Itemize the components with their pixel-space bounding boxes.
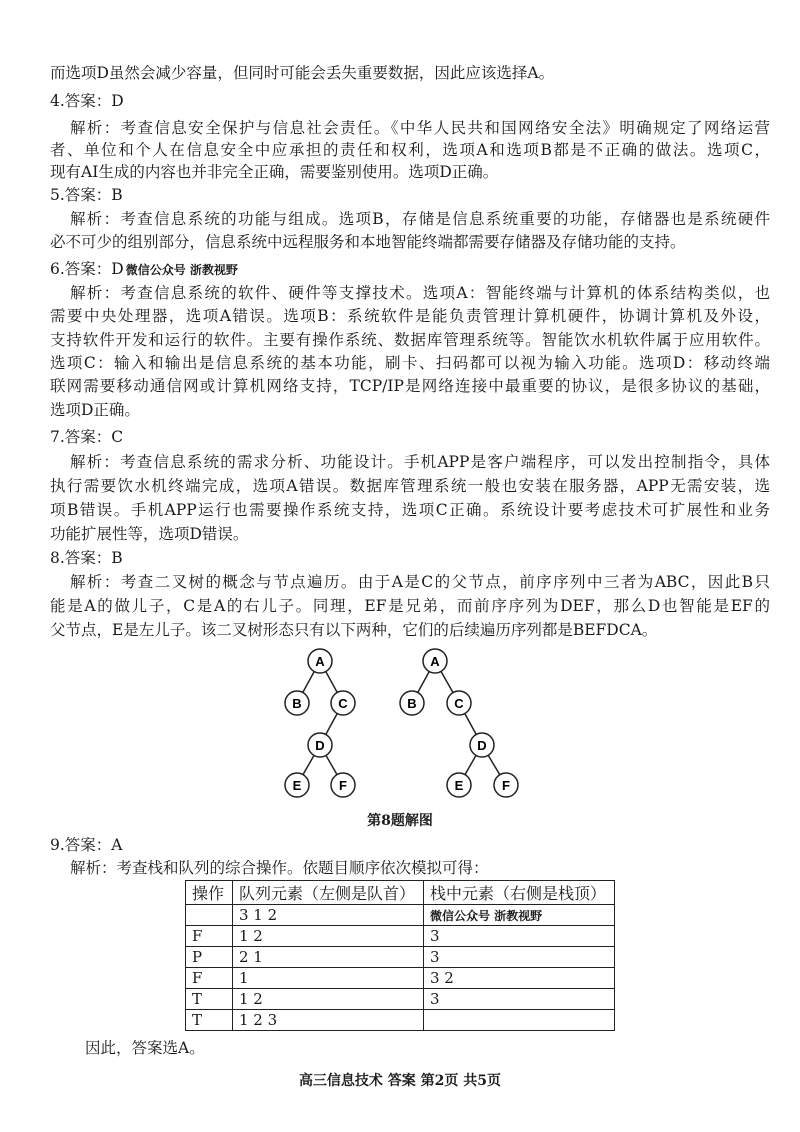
cell-op: T [186, 1010, 233, 1031]
explanation-8: 解析：考查二叉树的概念与节点遍历。由于A是C的父节点，前序序列中三者为ABC，因此B只 [70, 573, 770, 591]
table-header-row [186, 881, 615, 905]
explanation-7: 功能扩展性等，选项D错误。 [50, 525, 249, 543]
cell-stack: 微信公众号 浙教视野 [424, 905, 615, 926]
cell-queue: 1 2 [233, 989, 424, 1010]
cell-op [186, 905, 233, 926]
explanation-6: 解析：考查信息系统的软件、硬件等支撑技术。选项A：智能终端与计算机的体系结构类似，也 [70, 284, 770, 302]
tree-edge [441, 671, 453, 692]
explanation-4: 现有AI生成的内容也并非完全正确，需要鉴别使用。选项D正确。 [50, 163, 499, 181]
explanation-9: 解析：考查栈和队列的综合操作。依题目顺序依次模拟可得： [70, 859, 489, 877]
binary-tree-figure [0, 640, 800, 805]
explanation-7: 解析：考查信息系统的需求分析、功能设计。手机APP是客户端程序，可以发出控制指令，具体 [70, 453, 770, 471]
tree-node-label: E [292, 778, 302, 793]
answer-7: 7.答案：C [50, 428, 124, 446]
cell-op: F [186, 968, 233, 989]
answer-4: 4.答案：D [50, 92, 124, 110]
tree-node-label: F [502, 778, 510, 793]
cell-queue: 1 [233, 968, 424, 989]
answer-6-text: 6.答案：D [50, 260, 124, 278]
tree-node-label: A [430, 654, 440, 669]
answer-9: 9.答案：A [50, 836, 123, 854]
table-row [186, 989, 615, 1010]
cell-queue: 3 1 2 [233, 905, 424, 926]
answer-8: 8.答案：B [50, 549, 123, 567]
tree-node-label: A [315, 654, 325, 669]
tree-node-label: F [339, 778, 347, 793]
tree-edge [326, 755, 337, 774]
cell-op: T [186, 989, 233, 1010]
cell-queue: 1 2 3 [233, 1010, 424, 1031]
tree-edge [303, 672, 314, 693]
tree-node-label: D [315, 738, 325, 753]
tree-edge [488, 755, 500, 774]
header-stack: 栈中元素（右侧是栈顶） [424, 881, 615, 905]
line-q3-end: 而选项D虽然会减少容量，但同时可能会丢失重要数据，因此应该选择A。 [50, 64, 555, 82]
tree-node-label: D [477, 738, 487, 753]
table-row [186, 968, 615, 989]
watermark: 微信公众号 浙教视野 [125, 263, 238, 277]
cell-stack: 3 [424, 989, 615, 1010]
cell-op: F [186, 926, 233, 947]
table-row [186, 926, 615, 947]
cell-stack: 3 [424, 926, 615, 947]
cell-stack: 3 2 [424, 968, 615, 989]
explanation-6: 需要中央处理器，选项A错误。选项B：系统软件是能负责管理计算机硬件，协调计算机及外设， [50, 307, 770, 325]
tree-edge [465, 714, 476, 735]
explanation-4: 解析：考查信息安全保护与信息社会责任。《中华人民共和国网络安全法》明确规定了网络运营 [70, 119, 770, 137]
tree-edge [326, 714, 337, 735]
tree-node-label: C [338, 696, 348, 711]
cell-queue: 2 1 [233, 947, 424, 968]
conclusion-9: 因此，答案选A。 [85, 1039, 205, 1057]
tree-edge [326, 672, 337, 693]
explanation-8: 能是A的做儿子，C是A的右儿子。同理，EF是兄弟，而前序序列为DEF，那么D也智能是EF的 [50, 597, 770, 615]
tree-edge [418, 672, 429, 693]
explanation-7: 执行需要饮水机终端完成，选项A错误。数据库管理系统一般也安装在服务器，APP无需安装，选 [50, 477, 770, 495]
explanation-4: 者、单位和个人在信息安全中应承担的责任和权利，选项A和选项B都是不正确的做法。选项C， [50, 141, 770, 159]
tree-node-label: C [454, 696, 464, 711]
header-queue: 队列元素（左侧是队首） [233, 881, 424, 905]
table-row [186, 1010, 615, 1031]
cell-queue: 1 2 [233, 926, 424, 947]
tree-node-label: B [407, 696, 417, 711]
explanation-8: 父节点，E是左儿子。该二叉树形态只有以下两种，它们的后续遍历序列都是BEFDCA。 [50, 621, 658, 639]
explanation-6: 选项D正确。 [50, 401, 140, 419]
explanation-5: 必不可少的组别部分，信息系统中远程服务和本地智能终端都需要存储器及存储功能的支持。 [50, 233, 686, 251]
explanation-5: 解析：考查信息系统的功能与组成。选项B，存储是信息系统重要的功能，存储器也是系统硬件 [70, 210, 770, 228]
tree-node-label: E [454, 778, 464, 793]
table-row [186, 947, 615, 968]
cell-stack: 3 [424, 947, 615, 968]
cell-op: P [186, 947, 233, 968]
stack-queue-table [185, 880, 615, 1031]
tree-node-label: B [292, 696, 302, 711]
header-op: 操作 [186, 881, 233, 905]
figure-caption: 第8题解图 [367, 813, 433, 829]
explanation-7: 项B错误。手机APP运行也需要操作系统支持，选项C正确。系统设计要考虑技术可扩展性和业务 [50, 501, 770, 519]
table-row [186, 905, 615, 926]
tree-edge [303, 755, 314, 774]
explanation-6: 联网需要移动通信网或计算机网络支持，TCP/IP是网络连接中最重要的协议，是很多协议的基础， [50, 377, 770, 395]
explanation-6: 支持软件开发和运行的软件。主要有操作系统、数据库管理系统等。智能饮水机软件属于应用软件。 [50, 331, 770, 349]
page-footer: 高三信息技术 答案 第2页 共5页 [298, 1073, 502, 1089]
answer-6 [50, 258, 770, 281]
answer-5: 5.答案：B [50, 186, 123, 204]
explanation-6: 选项C：输入和输出是信息系统的基本功能，刷卡、扫码都可以视为输入功能。选项D：移动终端 [50, 354, 770, 372]
cell-stack [424, 1010, 615, 1031]
tree-edge [465, 755, 476, 774]
